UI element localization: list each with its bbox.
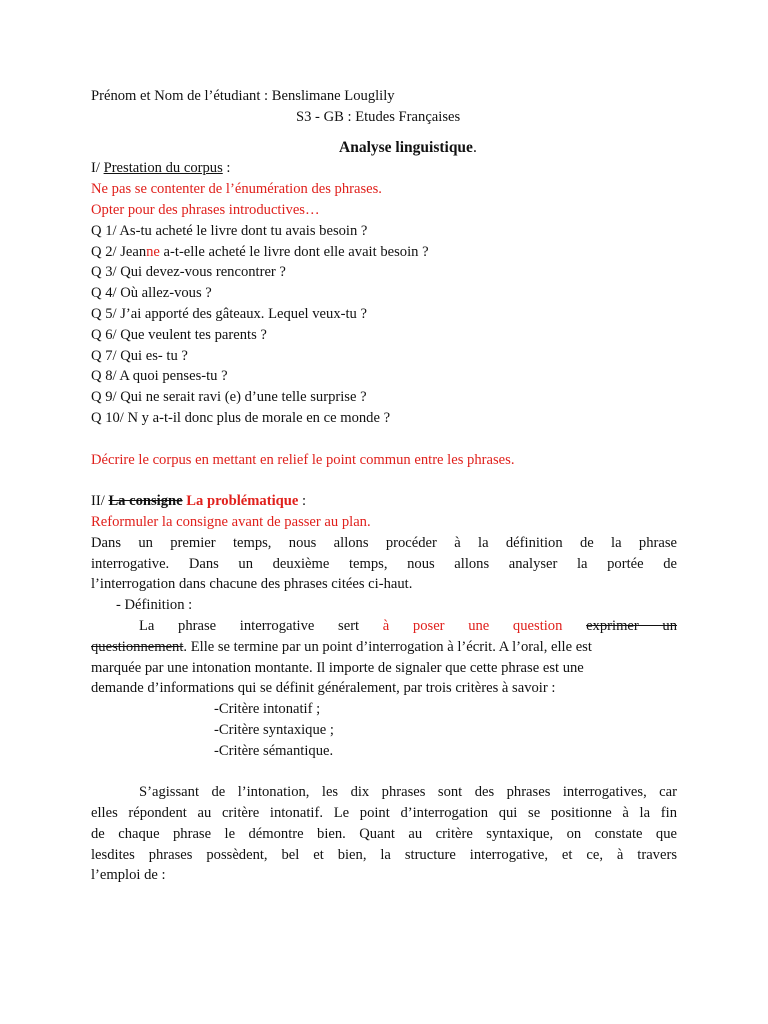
definition-line-3: marquée par une intonation montante. Il importe de signaler que cette phrase est une xyxy=(91,659,584,676)
annotation-note-3: Décrire le corpus en mettant en relief le point commun entre les phrases. xyxy=(91,451,515,468)
definition-struck-1: exprimer un xyxy=(586,617,678,634)
criterion-1: -Critère intonatif ; xyxy=(214,701,321,718)
definition-line-1 xyxy=(91,616,677,637)
question-6: Q 6/ Que veulent tes parents ? xyxy=(91,326,267,343)
student-name-line: Prénom et Nom de l’étudiant : Benslimane Louglily xyxy=(91,88,395,104)
definition-correction: à poser une question xyxy=(382,617,563,634)
annotation-note-2: Opter pour des phrases introductives… xyxy=(91,201,320,218)
question-7: Q 7/ Qui es- tu ? xyxy=(91,347,188,364)
question-2 xyxy=(91,242,677,263)
definition-label: - Définition : xyxy=(116,597,193,614)
question-8: Q 8/ A quoi penses-tu ? xyxy=(91,368,228,385)
paragraph-2-line-3: de chaque phrase le démontre bien. Quant au critère syntaxique, on constate que xyxy=(91,825,677,842)
section-1-number: I/ xyxy=(91,160,104,177)
section-2-number: II/ xyxy=(91,493,109,510)
spacer xyxy=(91,470,677,491)
paragraph-1-line-3: l’interrogation dans chacune des phrases citées ci-haut. xyxy=(91,576,413,593)
section-1-heading xyxy=(91,158,677,179)
definition-line-4: demande d’informations qui se définit généralement, par trois critères à savoir : xyxy=(91,680,556,697)
section-2-colon: : xyxy=(298,493,307,510)
paragraph-1-line-1: Dans un premier temps, nous allons procéder à la définition de la phrase xyxy=(91,534,677,551)
annotation-note-1: Ne pas se contenter de l’énumération des phrases. xyxy=(91,181,382,198)
document-page xyxy=(91,86,677,886)
definition-struck-2: questionnement xyxy=(91,638,184,655)
question-5: Q 5/ J’ai apporté des gâteaux. Lequel veux-tu ? xyxy=(91,305,367,322)
question-10: Q 10/ N y a-t-il donc plus de morale en ce monde ? xyxy=(91,409,391,426)
definition-line-2-rest: . Elle se termine par un point d’interrogation à l’écrit. A l’oral, elle est xyxy=(183,638,592,655)
question-9: Q 9/ Qui ne serait ravi (e) d’une telle surprise ? xyxy=(91,389,367,406)
paragraph-2-line-1: S’agissant de l’intonation, les dix phrases sont des phrases interrogatives, car xyxy=(139,784,677,801)
section-1-label: Prestation du corpus xyxy=(103,160,223,177)
annotation-note-4: Reformuler la consigne avant de passer au plan. xyxy=(91,513,371,530)
spacer xyxy=(91,762,677,783)
program-line: S3 - GB : Etudes Françaises xyxy=(296,108,461,125)
section-2-heading xyxy=(91,491,677,512)
question-4: Q 4/ Où allez-vous ? xyxy=(91,285,212,302)
section-1-colon: : xyxy=(222,160,231,177)
question-3: Q 3/ Qui devez-vous rencontrer ? xyxy=(91,264,286,281)
paragraph-1-line-2: interrogative. Dans un deuxième temps, nous allons analyser la portée de xyxy=(91,555,677,572)
question-1: Q 1/ As-tu acheté le livre dont tu avais besoin ? xyxy=(91,222,368,239)
question-2-correction: ne xyxy=(146,243,160,260)
paragraph-2-line-2: elles répondent au critère intonatif. Le point d’interrogation qui se positionne à la fin xyxy=(91,805,677,822)
paragraph-2-line-5: l’emploi de : xyxy=(91,867,166,884)
document-title xyxy=(91,138,677,159)
spacer xyxy=(91,429,677,450)
definition-line-2 xyxy=(91,637,677,658)
criterion-3: -Critère sémantique. xyxy=(214,742,334,759)
definition-start: La phrase interrogative sert xyxy=(139,617,383,634)
title-dot: . xyxy=(472,138,477,156)
new-heading: La problématique xyxy=(186,493,299,510)
struck-heading: La consigne xyxy=(108,493,183,510)
question-2-suffix: a-t-elle acheté le livre dont elle avait besoin ? xyxy=(159,243,429,260)
question-2-prefix: Q 2/ Jean xyxy=(91,243,147,260)
criterion-2: -Critère syntaxique ; xyxy=(214,721,334,738)
title-text: Analyse linguistique xyxy=(339,138,473,156)
paragraph-2-line-4: lesdites phrases possèdent, bel et bien, la structure interrogative, et ce, à travers xyxy=(91,846,677,863)
